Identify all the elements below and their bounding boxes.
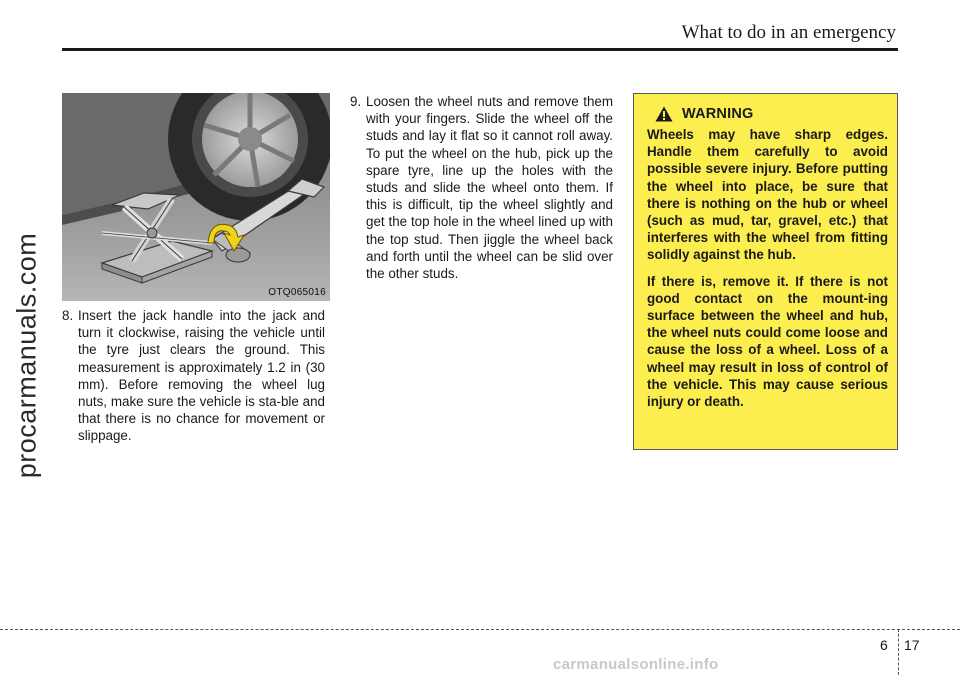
side-watermark-text: procarmanuals.com xyxy=(11,232,42,478)
section-title: What to do in an emergency xyxy=(681,22,896,43)
jack-diagram xyxy=(62,93,330,301)
footer-watermark: carmanualsonline.info xyxy=(553,656,719,673)
side-watermark xyxy=(0,210,54,500)
warning-box xyxy=(633,93,898,450)
warning-title: WARNING xyxy=(682,106,754,122)
footer-rule xyxy=(0,629,960,630)
page-separator xyxy=(898,629,899,675)
warning-triangle-icon xyxy=(655,106,673,122)
warning-header xyxy=(655,106,888,122)
step-8 xyxy=(62,307,325,445)
step-number: 9. xyxy=(350,94,362,109)
step-9 xyxy=(350,93,613,282)
warning-paragraph: Wheels may have sharp edges. Handle them carefully to avoid possible severe injury. Before putting the wheel into place, be sure that there is nothing on the hub or wheel (such as mud, tar, gravel, etc.) that interferes with the wheel from fitting solidly against the hub. xyxy=(647,127,888,263)
step-text: Insert the jack handle into the jack and turn it clockwise, raising the vehicle until the tyre just clears the ground. This measurement is approximately 1.2 in (30 mm). Before removing the wheel lug nuts, make sure the vehicle is sta-ble and that there is no chance for movement or slippage. xyxy=(78,308,325,444)
step-number: 8. xyxy=(62,308,74,323)
figure-code: OTQ065016 xyxy=(268,287,326,298)
jack-illustration xyxy=(62,93,330,301)
page-number: 17 xyxy=(904,637,920,653)
step-text: Loosen the wheel nuts and remove them with your fingers. Slide the wheel off the studs and lay it flat so it cannot roll away. To put the wheel on the hub, pick up the spare tyre, line up the holes with the studs and slide the wheel onto them. If this is difficult, tip the wheel slightly and get the top hole in the wheel lined up with the top stud. Then jiggle the wheel back and forth until the wheel can be slid over the other studs. xyxy=(366,94,613,282)
warning-paragraph: If there is, remove it. If there is not good contact on the mount-ing surface between the wheel and hub, the wheel nuts could come loose and cause the loss of a wheel. Loss of a wheel may result in loss of control of the vehicle. This may cause serious injury or death. xyxy=(647,273,888,410)
header-rule xyxy=(62,48,898,51)
chapter-number: 6 xyxy=(880,637,888,653)
